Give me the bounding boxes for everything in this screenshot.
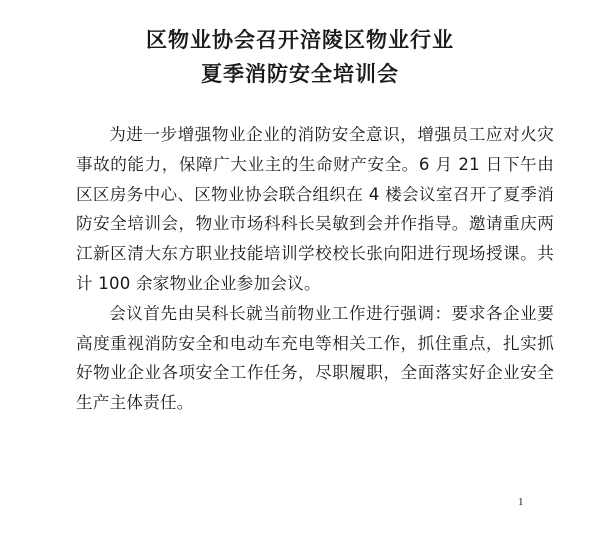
paragraph-2: 会议首先由吴科长就当前物业工作进行强调：要求各企业要高度重视消防安全和电动车充电等相关工作，抓住重点，扎实抓好物业企业各项安全工作任务，尽职履职，全面落实好企业安全生产主体责任。 [76,303,554,413]
document-title-line-2: 夏季消防安全培训会 [201,61,399,86]
document-body [76,120,554,418]
page-number: 1 [518,496,524,508]
document-title-line-1: 区物业协会召开涪陵区物业行业 [146,27,454,52]
paragraph-1: 为进一步增强物业企业的消防安全意识，增强员工应对火灾事故的能力，保障广大业主的生命财产安全。6 月 21 日下午由区区房务中心、区物业协会联合组织在 4 楼会议室召开了夏季消防安全培训会，物业市场科科长吴敏到会并作指导。邀请重庆两江新区清大东方职业技能培训学校校长张向阳进行现场授课。共计 100 余家物业企业参加会议。 [76,125,554,293]
